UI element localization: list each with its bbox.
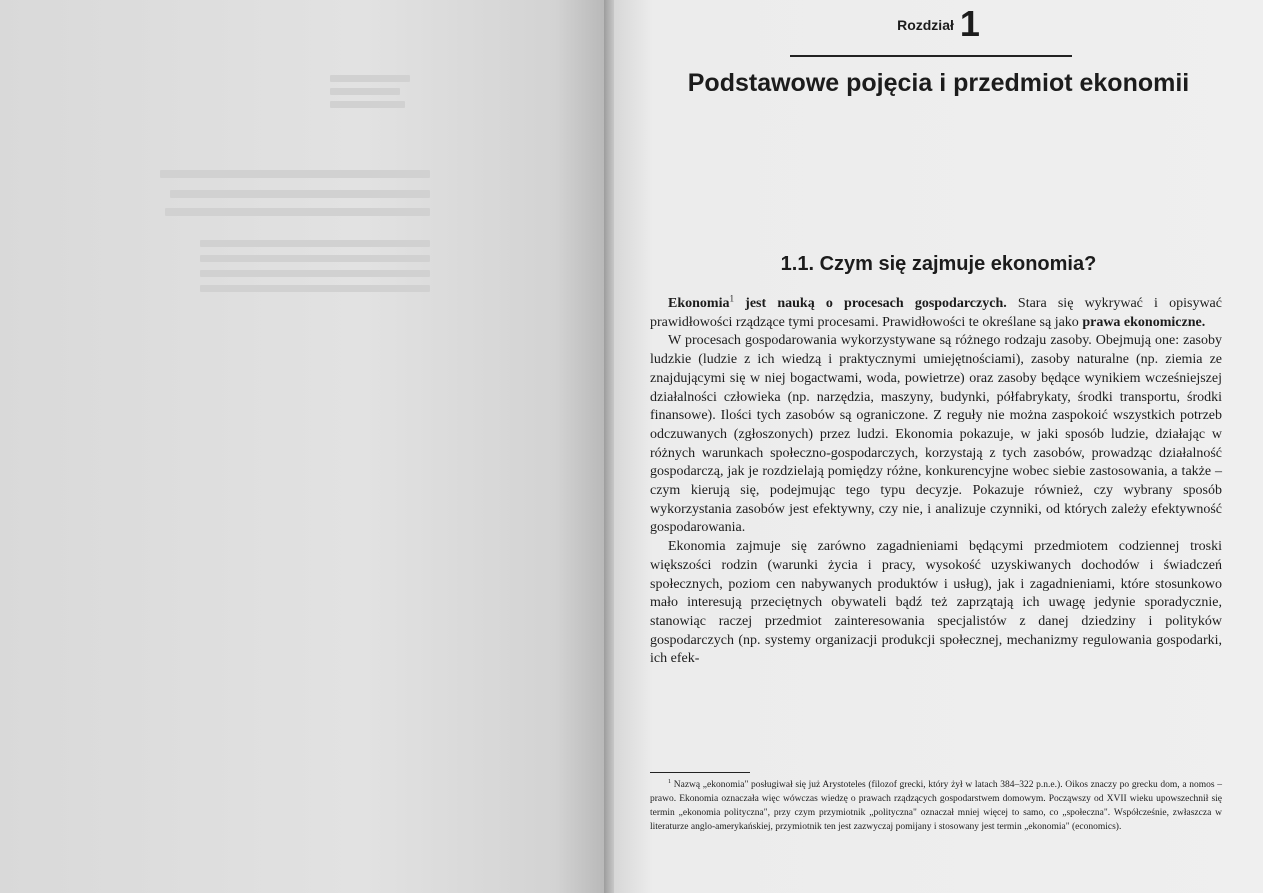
- chapter-rule: [790, 55, 1072, 57]
- right-page: [614, 0, 1263, 893]
- bleed-through-mark: [200, 255, 430, 262]
- term-ekonomia: Ekonomia: [668, 296, 730, 311]
- paragraph: W procesach gospodarowania wykorzystywane są różnego rodzaju zasoby. Obejmują one: zasoby ludzkie (ludzie z ich wiedzą i praktycznymi umiejętnościami), zasoby naturalne (np. ziemia ze znajdującymi się w niej bogactwami, woda, powietrze) oraz zasoby będące wynikiem wcześniejszej działalności człowieka (np. narzędzia, maszyny, budynki, półfabrykaty, środki transportu, środki finansowe). Ilości tych zasobów są ograniczone. Z reguły nie można zaspokoić wszystkich potrzeb odczuwanych (zgłoszonych) przez ludzi. Ekonomia pokazuje, w jaki sposób ludzie, działając w różnych warunkach społeczno-gospodarczych, korzystają z tych zasobów, prowadząc działalność gospodarczą, jak je rozdzielają pomiędzy różne, konkurencyjne wobec siebie zastosowania, a także – czym kierują się, podejmując tego typu decyzje. Pokazuje również, czy wybrany sposób wykorzystania zasobów jest efektywny, czy nie, i analizuje czynniki, od których zależy efektywność gospodarowania.: [650, 333, 1222, 536]
- paragraph: [650, 295, 1222, 332]
- book-gutter: [604, 0, 614, 893]
- bleed-through-mark: [330, 75, 410, 82]
- bleed-through-mark: [330, 88, 400, 95]
- bleed-through-mark: [165, 208, 430, 216]
- bleed-through-mark: [170, 190, 430, 198]
- term-prawa-ekonomiczne: prawa ekonomiczne.: [1082, 314, 1206, 330]
- bleed-through-mark: [330, 101, 405, 108]
- body-text: [650, 295, 1222, 669]
- bleed-through-mark: [160, 170, 430, 178]
- footnote-text: Nazwą „ekonomia" posługiwał się już Arystoteles (filozof grecki, który żył w latach 384–322 p.n.e.). Oikos znaczy po grecku dom, a nomos – prawo. Ekonomia oznaczała więc wówczas wiedzę o prawach rządzących gospodarstwem domowym. Począwszy od XVII wieku upowszechnił się termin „ekonomia polityczna", przy czym przymiotnik „polityczna" oznaczał mniej więcej to samo, co „społeczna". Współcześnie, zwłaszcza w literaturze anglo-amerykańskiej, przymiotnik ten jest zazwyczaj pomijany i stosowany jest termin „ekonomia" (economics).: [650, 780, 1222, 832]
- bleed-through-mark: [200, 240, 430, 247]
- footnote-marker: 1: [668, 778, 672, 785]
- paragraph-text: Stara się wykrywać i opisywać prawidłowości rządzące tymi procesami. Prawidłowości te określane są jako: [650, 296, 1222, 330]
- chapter-number: 1: [959, 3, 980, 44]
- left-page-blank: [0, 0, 604, 893]
- chapter-label: Rozdział: [897, 17, 954, 33]
- paragraph: Ekonomia zajmuje się zarówno zagadnieniami będącymi przedmiotem codziennej troski większości rodzin (warunki życia i pracy, wysokość uzyskiwanych dochodów i świadczeń społecznych, poziom cen nabywanych produktów i usług), jak i zagadnieniami, które stosunkowo mało interesują przeciętnych obywateli bądź też zaprzątają ich uwagę jedynie sporadycznie, stanowiąc raczej przedmiot zainteresowania specjalistów z danej dziedziny i polityków gospodarczych (np. systemy organizacji produkcji społecznej, mechanizmy regulowania gospodarki, ich efek-: [650, 539, 1222, 667]
- footnote-reference: 1: [729, 293, 735, 304]
- section-title: 1.1. Czym się zajmuje ekonomia?: [780, 253, 1097, 275]
- footnote-rule: [650, 772, 750, 773]
- definition-bold: jest nauką o procesach gospodarczych.: [734, 296, 1007, 311]
- chapter-heading: [614, 4, 1263, 44]
- chapter-title: Podstawowe pojęcia i przedmiot ekonomii: [687, 69, 1190, 97]
- footnote: [650, 778, 1222, 834]
- bleed-through-mark: [200, 270, 430, 277]
- bleed-through-mark: [200, 285, 430, 292]
